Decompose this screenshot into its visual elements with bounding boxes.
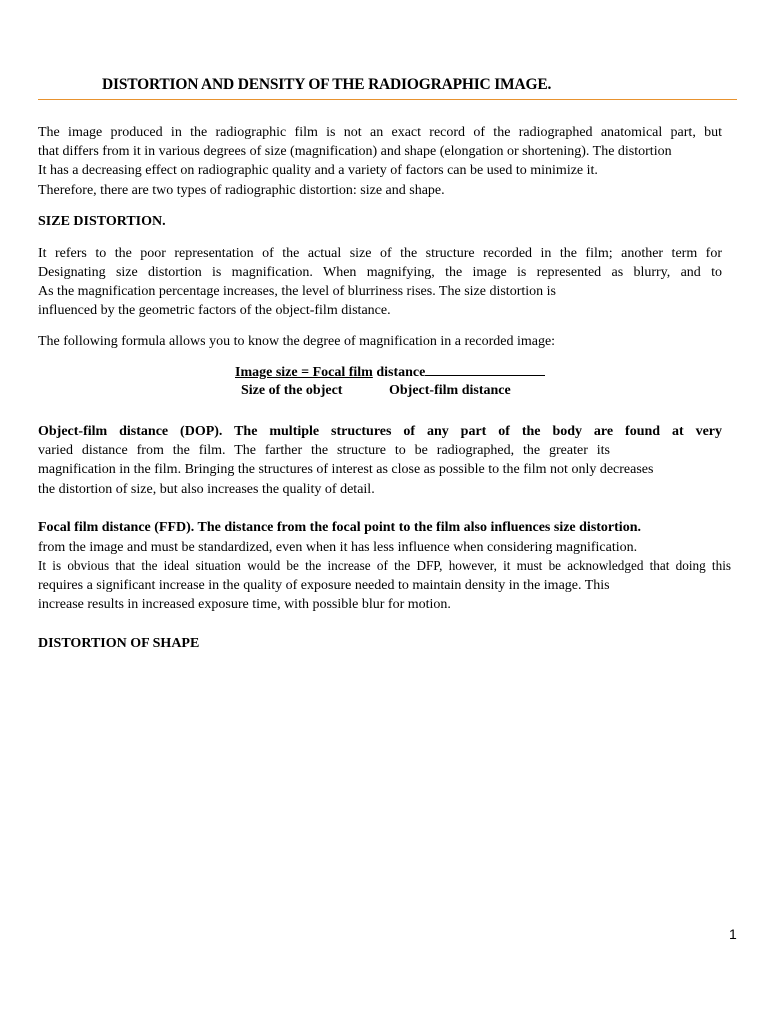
ffd-line: requires a significant increase in the quality of exposure needed to maintain density in the image. This — [38, 578, 610, 593]
formula-numerator — [235, 363, 545, 381]
formula-numerator-tail: distance — [372, 365, 426, 380]
formula-denominator-right: Object-film distance — [389, 383, 511, 398]
size-paragraph-line: It refers to the poor representation of the actual size of the structure recorded in the film; another term for — [38, 246, 722, 261]
intro-line: It has a decreasing effect on radiographic quality and a variety of factors can be used to minimize it. — [38, 163, 598, 178]
intro-line: Therefore, there are two types of radiographic distortion: size and shape. — [38, 183, 445, 198]
document-title: DISTORTION AND DENSITY OF THE RADIOGRAPHIC IMAGE. — [102, 76, 552, 93]
size-paragraph-line: As the magnification percentage increases, the level of blurriness rises. The size distortion is — [38, 284, 556, 299]
size-paragraph-line: influenced by the geometric factors of the object-film distance. — [38, 303, 391, 318]
page-number: 1 — [729, 926, 737, 942]
ffd-bold-line: Focal film distance (FFD). The distance from the focal point to the film also influences size distortion. — [38, 520, 641, 535]
formula-intro: The following formula allows you to know the degree of magnification in a recorded image: — [38, 334, 556, 349]
size-distortion-heading: SIZE DISTORTION. — [38, 214, 166, 229]
intro-line: The image produced in the radiographic film is not an exact record of the radiographed anatomical part, but — [38, 125, 722, 140]
formula-numerator-text: Image size = Focal film — [235, 365, 373, 380]
size-paragraph-line: Designating size distortion is magnification. When magnifying, the image is represented as blurry, and to — [38, 265, 722, 280]
dop-line: the distortion of size, but also increases the quality of detail. — [38, 482, 375, 497]
dop-line: magnification in the film. Bringing the structures of interest as close as possible to the film not only decreases — [38, 462, 654, 477]
formula-denominator-left: Size of the object — [241, 383, 343, 398]
ffd-line: increase results in increased exposure time, with possible blur for motion. — [38, 597, 451, 612]
dop-line: varied distance from the film. The farther the structure to be radiographed, the greater its — [38, 443, 610, 458]
formula-fraction-line — [425, 363, 545, 376]
ffd-line: from the image and must be standardized, even when it has less influence when considering magnification. — [38, 540, 638, 555]
ffd-line: It is obvious that the ideal situation would be the increase of the DFP, however, it must be acknowledged that doing this — [38, 558, 731, 573]
dop-bold-line: Object-film distance (DOP). The multiple structures of any part of the body are found at very — [38, 424, 722, 439]
shape-distortion-heading: DISTORTION OF SHAPE — [38, 636, 200, 651]
title-divider — [38, 99, 737, 100]
intro-line: that differs from it in various degrees of size (magnification) and shape (elongation or shortening). The distortion — [38, 144, 672, 159]
